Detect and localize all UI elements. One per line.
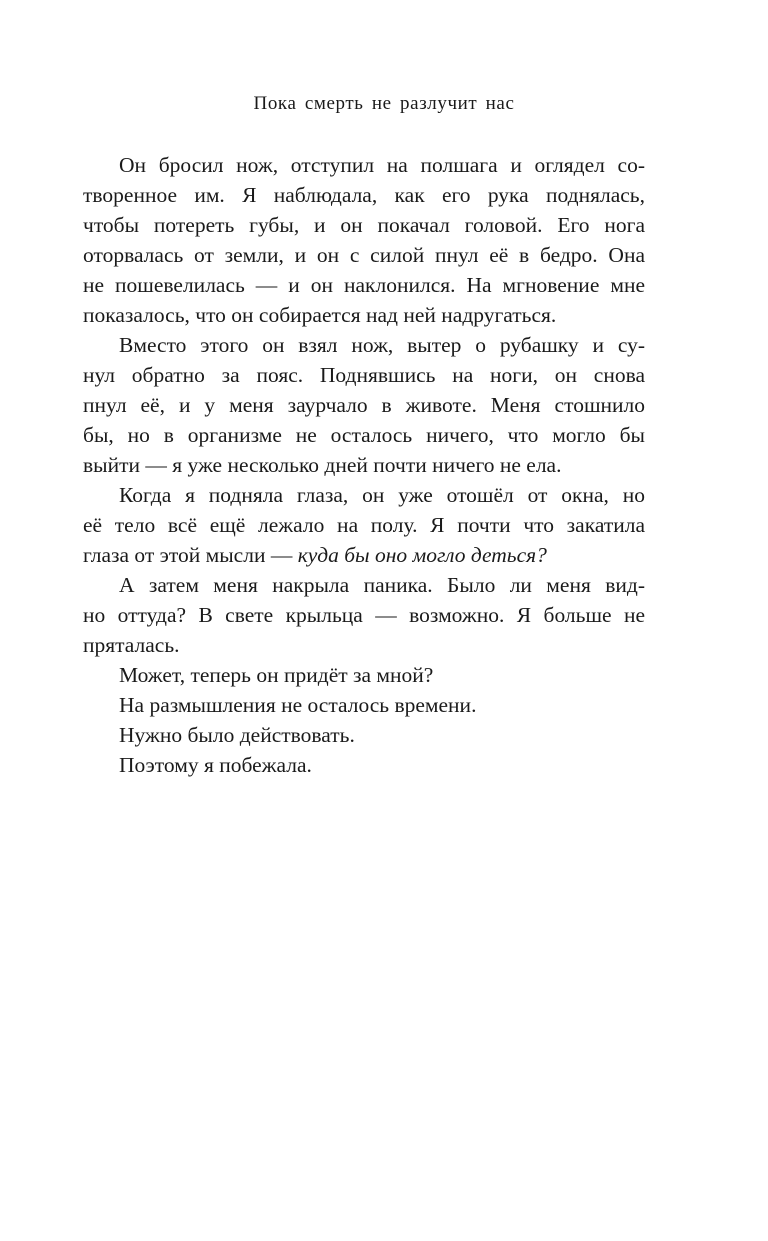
paragraph-8 xyxy=(83,750,645,780)
text-line: но оттуда? В свете крыльца — возможно. Я больше не xyxy=(83,603,645,627)
text-line-mixed xyxy=(83,540,645,570)
text-line: Поэтому я побежала. xyxy=(119,753,312,777)
text-line: пряталась. xyxy=(83,633,180,657)
paragraph-6 xyxy=(83,690,645,720)
paragraph-5 xyxy=(83,660,645,690)
text-line: её тело всё ещё лежало на полу. Я почти что закатила xyxy=(83,513,645,537)
text-line: показалось, что он собирается над ней надругаться. xyxy=(83,303,557,327)
text-line: выйти — я уже несколько дней почти ничего не ела. xyxy=(83,453,562,477)
running-header: Пока смерть не разлучит нас xyxy=(253,93,515,114)
text-line: бы, но в организме не осталось ничего, что могло бы xyxy=(83,423,645,447)
text-italic: куда бы оно могло деться? xyxy=(297,543,547,567)
paragraph-4 xyxy=(83,570,645,660)
text-line: не пошевелилась — и он наклонился. На мгновение мне xyxy=(83,273,645,297)
text-line: Он бросил нож, отступил на полшага и оглядел со- xyxy=(119,153,645,177)
text-line: оторвалась от земли, и он с силой пнул её в бедро. Она xyxy=(83,243,645,267)
paragraph-2 xyxy=(83,330,645,480)
text-line: На размышления не осталось времени. xyxy=(119,693,477,717)
text-line: Нужно было действовать. xyxy=(119,723,355,747)
text-line: нул обратно за пояс. Поднявшись на ноги, он снова xyxy=(83,363,645,387)
text-line: чтобы потереть губы, и он покачал головой. Его нога xyxy=(83,213,645,237)
text-line: Может, теперь он придёт за мной? xyxy=(119,663,434,687)
text-line: пнул её, и у меня заурчало в животе. Меня стошнило xyxy=(83,393,645,417)
text-line: Когда я подняла глаза, он уже отошёл от окна, но xyxy=(119,483,645,507)
text-line: Вместо этого он взял нож, вытер о рубашку и су- xyxy=(119,333,645,357)
paragraph-7 xyxy=(83,720,645,750)
text-plain: глаза от этой мысли — xyxy=(83,543,298,567)
body-text xyxy=(83,150,645,780)
paragraph-3 xyxy=(83,480,645,570)
text-line: А затем меня накрыла паника. Было ли меня вид- xyxy=(119,573,645,597)
text-line: творенное им. Я наблюдала, как его рука поднялась, xyxy=(83,183,645,207)
paragraph-1 xyxy=(83,150,645,330)
